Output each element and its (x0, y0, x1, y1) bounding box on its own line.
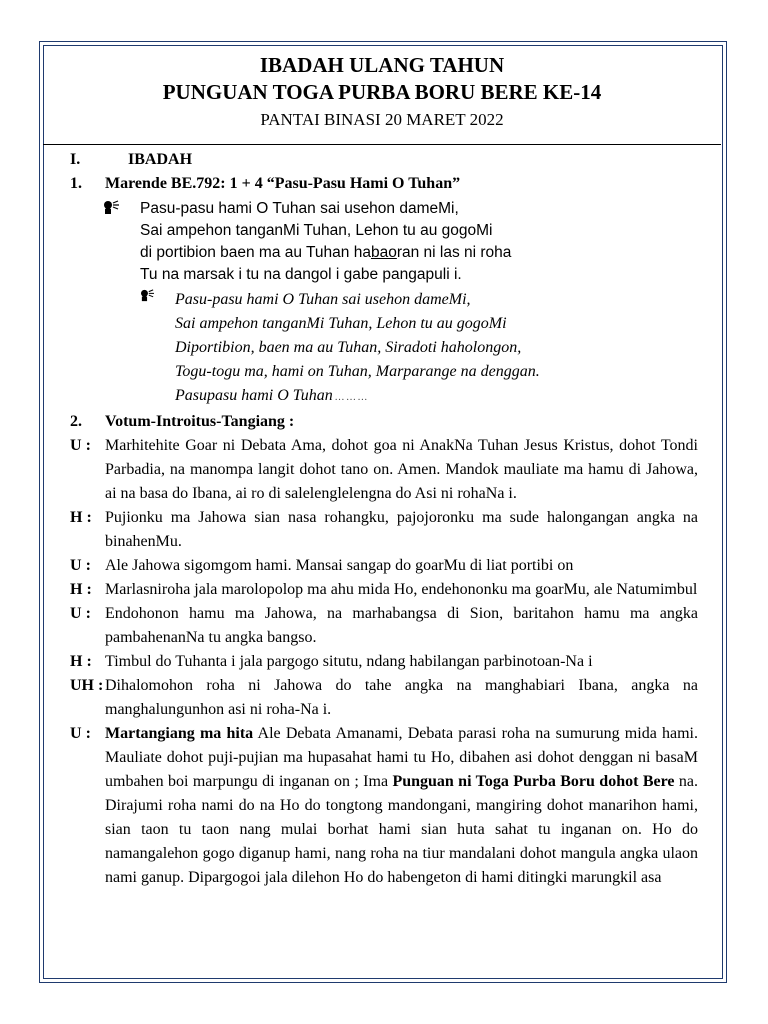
dialog-line (70, 434, 698, 506)
speaker-label: U : (70, 437, 91, 454)
header-title-2: PUNGUAN TOGA PURBA BORU BERE KE-14 (162, 80, 602, 104)
hymn-verse (103, 198, 698, 286)
chorus-line: Diportibion, baen ma au Tuhan, Siradoti haholongon, (175, 339, 522, 356)
prayer-text-part: Ale Debata Amanami, Debata parasi roha na sumurung mida hami. Mauliate dohot puji-pujian ma hupasahat hami tu Ho, dibahen asi dohot denggan ni basaM umbahen boi marpungu di inganan on ; Ima (105, 725, 698, 790)
speaker-label: H : (70, 509, 92, 526)
speaker-label: U : (70, 725, 91, 742)
dialog-text: Endohonon hamu ma Jahowa, na marhabangsa di Sion, baritahon hamu ma angka pambahenanNa tu angka bangso. (105, 605, 698, 646)
chorus-line: Togu-togu ma, hami on Tuhan, Marparange na denggan. (175, 363, 540, 380)
dialog-line (70, 602, 698, 650)
ellipsis: … … … (332, 392, 367, 403)
item-1-title: Marende BE.792: 1 + 4 “Pasu-Pasu Hami O Tuhan” (105, 175, 461, 192)
header-title-1: IBADAH ULANG TAHUN (259, 53, 505, 77)
dialog-text: Dihalomohon roha ni Jahowa do tahe angka na manghabiari Ibana, angka na manghalungunhon asi ni roha-Na i. (105, 677, 698, 718)
dialog-line (70, 506, 698, 554)
chorus-line: Sai ampehon tanganMi Tuhan, Lehon tu au gogoMi (175, 315, 507, 332)
speaker-label: UH : (70, 677, 104, 694)
speaking-head-icon (103, 200, 120, 220)
document-header (43, 52, 721, 132)
header-rule (43, 144, 721, 145)
dialog-line (70, 674, 698, 722)
section-heading (70, 148, 698, 172)
dialog-text: Marlasniroha jala marolopolop ma ahu mida Ho, endehononku ma goarMu, ale Natumimbul (105, 581, 698, 598)
verse-line: Pasu-pasu hami O Tuhan sai usehon dameMi, (140, 200, 459, 217)
verse-text: di portibion baen ma au Tuhan ha (140, 244, 371, 261)
verse-line: Sai ampehon tanganMi Tuhan, Lehon tu au gogoMi (140, 222, 493, 239)
group-name: Punguan ni Toga Purba Boru dohot Bere (392, 773, 675, 790)
dialog-line (70, 554, 698, 578)
dialog-text: Pujionku ma Jahowa sian nasa rohangku, pajojoronku ma sude halongangan angka na binahenMu. (105, 509, 698, 550)
item-1-heading (70, 172, 698, 196)
item-1-number: 1. (70, 175, 82, 192)
chorus-text: Pasupasu hami O Tuhan (175, 387, 333, 404)
dialog-line (70, 650, 698, 674)
dialog-line (70, 578, 698, 602)
verse-text: ran ni las ni roha (396, 244, 512, 261)
speaking-head-icon (140, 289, 155, 306)
speaker-label: H : (70, 581, 92, 598)
dialog-text: Ale Jahowa sigomgom hami. Mansai sangap do goarMu di liat portibi on (105, 557, 574, 574)
prayer-text-part: na. Dirajumi roha nami do na Ho do tongtong mandongani, mangiring dohot manarihon hami, sian taon tu taon nang mulai borhat hami sian huta sahat tu inganan on. Ho do namangalehon gogo diganup hami, nang roha na tiur mandalani dohot mangula angka ulaon nami ganup. Dipargogoi jala dilehon Ho do habengeton di hami ditingki marungkil asa (105, 773, 698, 886)
section-number: I. (70, 151, 81, 168)
item-2-number: 2. (70, 413, 82, 430)
speaker-label: U : (70, 605, 91, 622)
speaker-label: H : (70, 653, 92, 670)
underlined-text: bao (370, 244, 397, 261)
prayer-paragraph (70, 722, 698, 890)
verse-line (140, 242, 698, 264)
dialog-text: Marhitehite Goar ni Debata Ama, dohot goa ni AnakNa Tuhan Jesus Kristus, dohot Tondi Parbadia, na manompa langit dohot tano on. Amen. Mandok mauliate ma hamu di Jahowa, ai na basa do Ibana, ai ro di salelenglelengna do Asi ni rohaNa i. (105, 437, 698, 502)
item-2-heading (70, 410, 698, 434)
header-subtitle: PANTAI BINASI 20 MARET 2022 (260, 110, 504, 129)
item-2-title: Votum-Introitus-Tangiang : (105, 413, 295, 430)
document-body (70, 148, 698, 890)
section-title: IBADAH (128, 151, 193, 168)
speaker-label: U : (70, 557, 91, 574)
chorus-line: Pasu-pasu hami O Tuhan sai usehon dameMi, (175, 291, 471, 308)
hymn-chorus (140, 288, 698, 410)
dialog-text: Timbul do Tuhanta i jala pargogo situtu, ndang habilangan parbinotoan-Na i (105, 653, 593, 670)
prayer-text (105, 722, 698, 890)
verse-line: Tu na marsak i tu na dangol i gabe pangapuli i. (140, 266, 462, 283)
chorus-line (175, 384, 698, 410)
prayer-intro: Martangiang ma hita (105, 725, 254, 742)
